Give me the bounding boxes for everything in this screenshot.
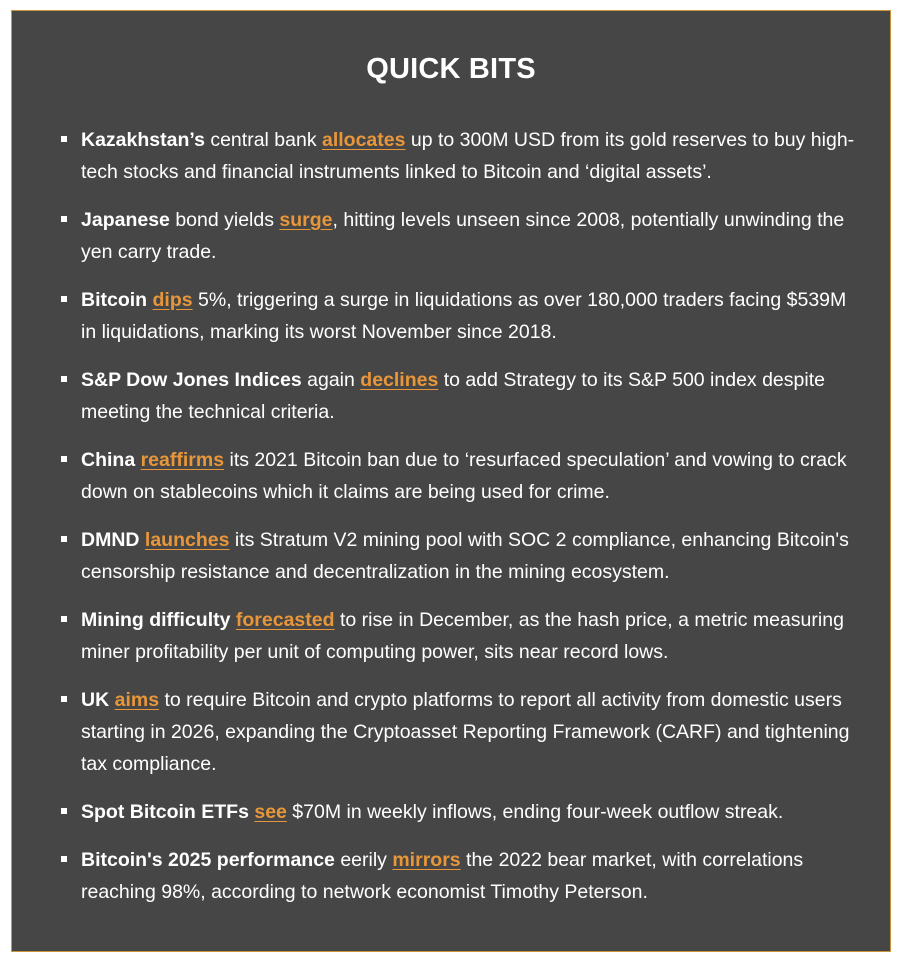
item-link[interactable]: allocates — [322, 129, 406, 151]
bullet-icon — [61, 616, 67, 622]
item-lead: Mining difficulty — [81, 609, 231, 631]
item-text-pre: again — [301, 369, 361, 391]
item-link[interactable]: launches — [144, 529, 230, 551]
list-item — [61, 284, 861, 348]
section-title: QUICK BITS — [366, 53, 536, 85]
bullet-icon — [61, 696, 67, 702]
bullet-icon — [61, 808, 67, 814]
item-link[interactable]: declines — [360, 369, 439, 391]
item-text-post: the 2022 bear market, with correlations reaching 98%, according to network economist Timothy Peterson. — [81, 849, 804, 903]
item-text-post: to rise in December, as the hash price, a metric measuring miner profitability per unit of computing power, sits near record lows. — [81, 609, 844, 663]
item-text-post: to require Bitcoin and crypto platforms to report all activity from domestic users starting in 2026, expanding the Cryptoasset Reporting Framework (CARF) and tightening tax compliance. — [81, 689, 850, 775]
item-link[interactable]: aims — [114, 689, 160, 711]
item-link[interactable]: see — [254, 801, 287, 823]
item-link[interactable]: forecasted — [235, 609, 335, 631]
bullet-icon — [61, 536, 67, 542]
item-text-post: , hitting levels unseen since 2008, potentially unwinding the yen carry trade. — [81, 209, 845, 263]
item-text-pre: central bank — [204, 129, 322, 151]
list-item — [61, 124, 861, 188]
list-item — [61, 364, 861, 428]
list-item — [61, 844, 861, 908]
item-text-post: up to 300M USD from its gold reserves to buy high-tech stocks and financial instruments linked to Bitcoin and ‘digital assets’. — [81, 129, 855, 183]
list-item — [61, 684, 861, 780]
list-item — [61, 796, 861, 828]
item-lead: Kazakhstan’s — [81, 129, 205, 151]
bullet-icon — [61, 856, 67, 862]
item-link[interactable]: mirrors — [392, 849, 461, 871]
bullet-icon — [61, 216, 67, 222]
item-lead: Bitcoin — [81, 289, 148, 311]
item-lead: UK — [81, 689, 110, 711]
item-text-post: to add Strategy to its S&P 500 index despite meeting the technical criteria. — [81, 369, 825, 423]
item-lead: S&P Dow Jones Indices — [81, 369, 302, 391]
bullet-icon — [61, 296, 67, 302]
list-item — [61, 204, 861, 268]
list-item — [61, 524, 861, 588]
bullet-icon — [61, 456, 67, 462]
item-text-pre: bond yields — [169, 209, 280, 231]
list-item — [61, 604, 861, 668]
item-lead: DMND — [81, 529, 140, 551]
item-text-post: its 2021 Bitcoin ban due to ‘resurfaced speculation’ and vowing to crack down on stablecoins which it claims are being used for crime. — [81, 449, 847, 503]
bullet-icon — [61, 376, 67, 382]
item-text-post: its Stratum V2 mining pool with SOC 2 compliance, enhancing Bitcoin's censorship resistance and decentralization in the mining ecosystem. — [81, 529, 849, 583]
item-text-post: $70M in weekly inflows, ending four-week outflow streak. — [286, 801, 784, 823]
item-link[interactable]: reaffirms — [140, 449, 225, 471]
news-list — [61, 124, 861, 924]
item-link[interactable]: surge — [279, 209, 333, 231]
item-text-post: 5%, triggering a surge in liquidations as over 180,000 traders facing $539M in liquidations, marking its worst November since 2018. — [81, 289, 847, 343]
quick-bits-panel — [11, 10, 891, 952]
item-lead: Japanese — [81, 209, 170, 231]
item-lead: China — [81, 449, 136, 471]
bullet-icon — [61, 136, 67, 142]
item-lead: Spot Bitcoin ETFs — [81, 801, 249, 823]
item-link[interactable]: dips — [152, 289, 193, 311]
item-text-pre: eerily — [334, 849, 393, 871]
list-item — [61, 444, 861, 508]
item-lead: Bitcoin's 2025 performance — [81, 849, 335, 871]
